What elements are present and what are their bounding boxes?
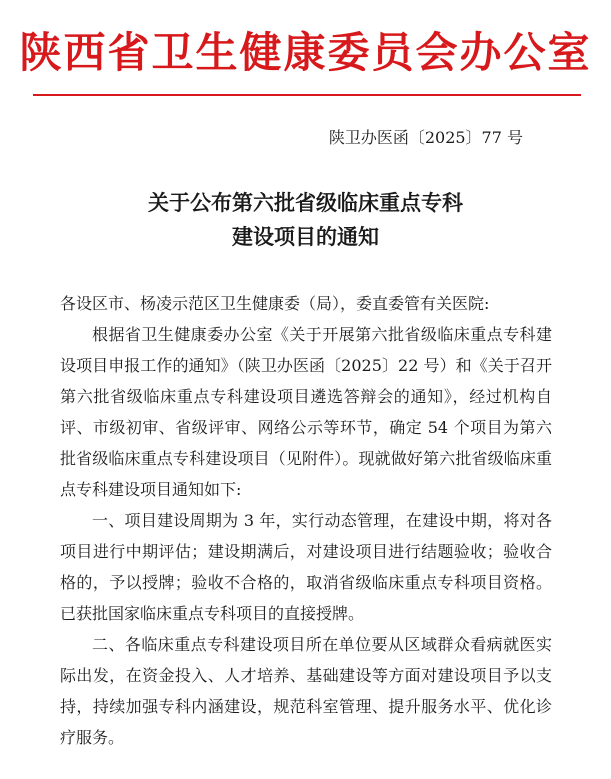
document-number: 陕卫办医函〔2025〕77 号 (328, 128, 523, 147)
salutation: 各设区市、杨凌示范区卫生健康委（局），委直委管有关医院: (60, 294, 490, 313)
title-line-2: 建设项目的通知 (232, 224, 379, 249)
title-line-1: 关于公布第六批省级临床重点专科 (148, 190, 463, 215)
document-body (60, 288, 552, 753)
body-paragraph-1: 根据省卫生健康委办公室《关于开展第六批省级临床重点专科建设项目申报工作的通知》（陕卫办医函〔2025〕22 号）和《关于召开第六批省级临床重点专科建设项目遴选答辩会的通知》，经过机构自评、市级初审、省级评审、网络公示等环节，确定 54 个项目为第六批省级临床重点专科建设项目（见附件）。现就做好第六批省级临床重点专科建设项目通知如下: (60, 325, 552, 499)
body-paragraph-2: 一、项目建设周期为 3 年，实行动态管理，在建设中期，将对各项目进行中期评估；建设期满后，对建设项目进行结题验收；验收合格的，予以授牌；验收不合格的，取消省级临床重点专科项目资格。已获批国家临床重点专科项目的直接授牌。 (60, 511, 552, 623)
red-separator-line (33, 94, 581, 96)
issuing-organization-header: 陕西省卫生健康委员会办公室 (19, 28, 592, 77)
document-title (0, 186, 611, 254)
body-paragraph-3: 二、各临床重点专科建设项目所在单位要从区域群众看病就医实际出发，在资金投入、人才培养、基础建设等方面对建设项目予以支持，持续加强专科内涵建设，规范科室管理、提升服务水平、优化诊疗服务。 (60, 635, 552, 747)
